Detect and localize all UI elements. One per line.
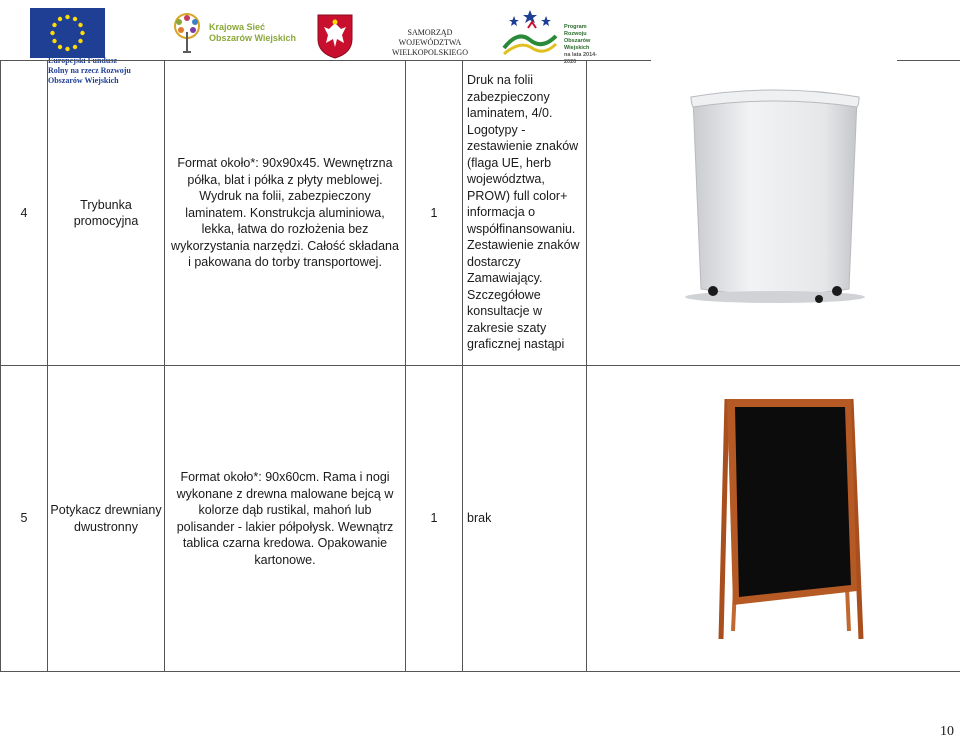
eu-flag-icon [30, 8, 105, 58]
row-number: 4 [1, 61, 48, 366]
ksow-emblem-icon [167, 12, 207, 56]
wielkopolska-crest-icon [316, 13, 354, 59]
a-frame-chalkboard-image [587, 366, 960, 672]
ksow-logo [167, 12, 297, 56]
product-description: Format około*: 90x60cm. Rama i nogi wykonane z drewna malowane bejcą w kolorze dąb rustikal, mahoń lub polisander - lakier półpołysk. Wewnątrz tablica czarna kredowa. Opakowanie kartonowe. [165, 366, 406, 672]
ksow-text: Krajowa Sieć Obszarów Wiejskich [209, 22, 296, 43]
table-row [1, 366, 960, 672]
row-number: 5 [1, 366, 48, 672]
product-name: Trybunka promocyjna [48, 61, 165, 366]
print-specification: brak [463, 366, 587, 672]
samorzad-label: SAMORZĄD WOJEWÓDZTWA WIELKOPOLSKIEGO [392, 28, 468, 57]
items-table [0, 60, 960, 672]
prow-logo [498, 8, 598, 65]
table-row [1, 61, 960, 366]
quantity: 1 [406, 61, 463, 366]
product-name: Potykacz drewniany dwustronny [48, 366, 165, 672]
eu-fund-caption: Europejski Fundusz Rolny na rzecz Rozwoju Obszarów Wiejskich [48, 56, 131, 85]
print-specification: Druk na folii zabezpieczony laminatem, 4/0. Logotypy - zestawienie znaków (flaga UE, herb województwa, PROW) full color+ informacja o współfinansowaniu. Zestawienie znaków dostarczy Zamawiający. Szczegółowe konsultacje w zakresie szaty graficznej nastąpi [463, 61, 587, 366]
prow-text: Program Rozwoju Obszarów Wiejskich na lata 2014-2020 [564, 24, 598, 65]
prow-emblem-icon [498, 8, 562, 58]
promo-counter-image [587, 61, 960, 366]
product-description: Format około*: 90x90x45. Wewnętrzna półka, blat i półka z płyty meblowej. Wydruk na folii, zabezpieczony laminatem. Konstrukcja aluminiowa, lekka, łatwa do rozłożenia bez wykorzystania narzędzi. Całość składana i pakowana do torby transportowej. [165, 61, 406, 366]
quantity: 1 [406, 366, 463, 672]
page-number: 10 [940, 724, 954, 739]
